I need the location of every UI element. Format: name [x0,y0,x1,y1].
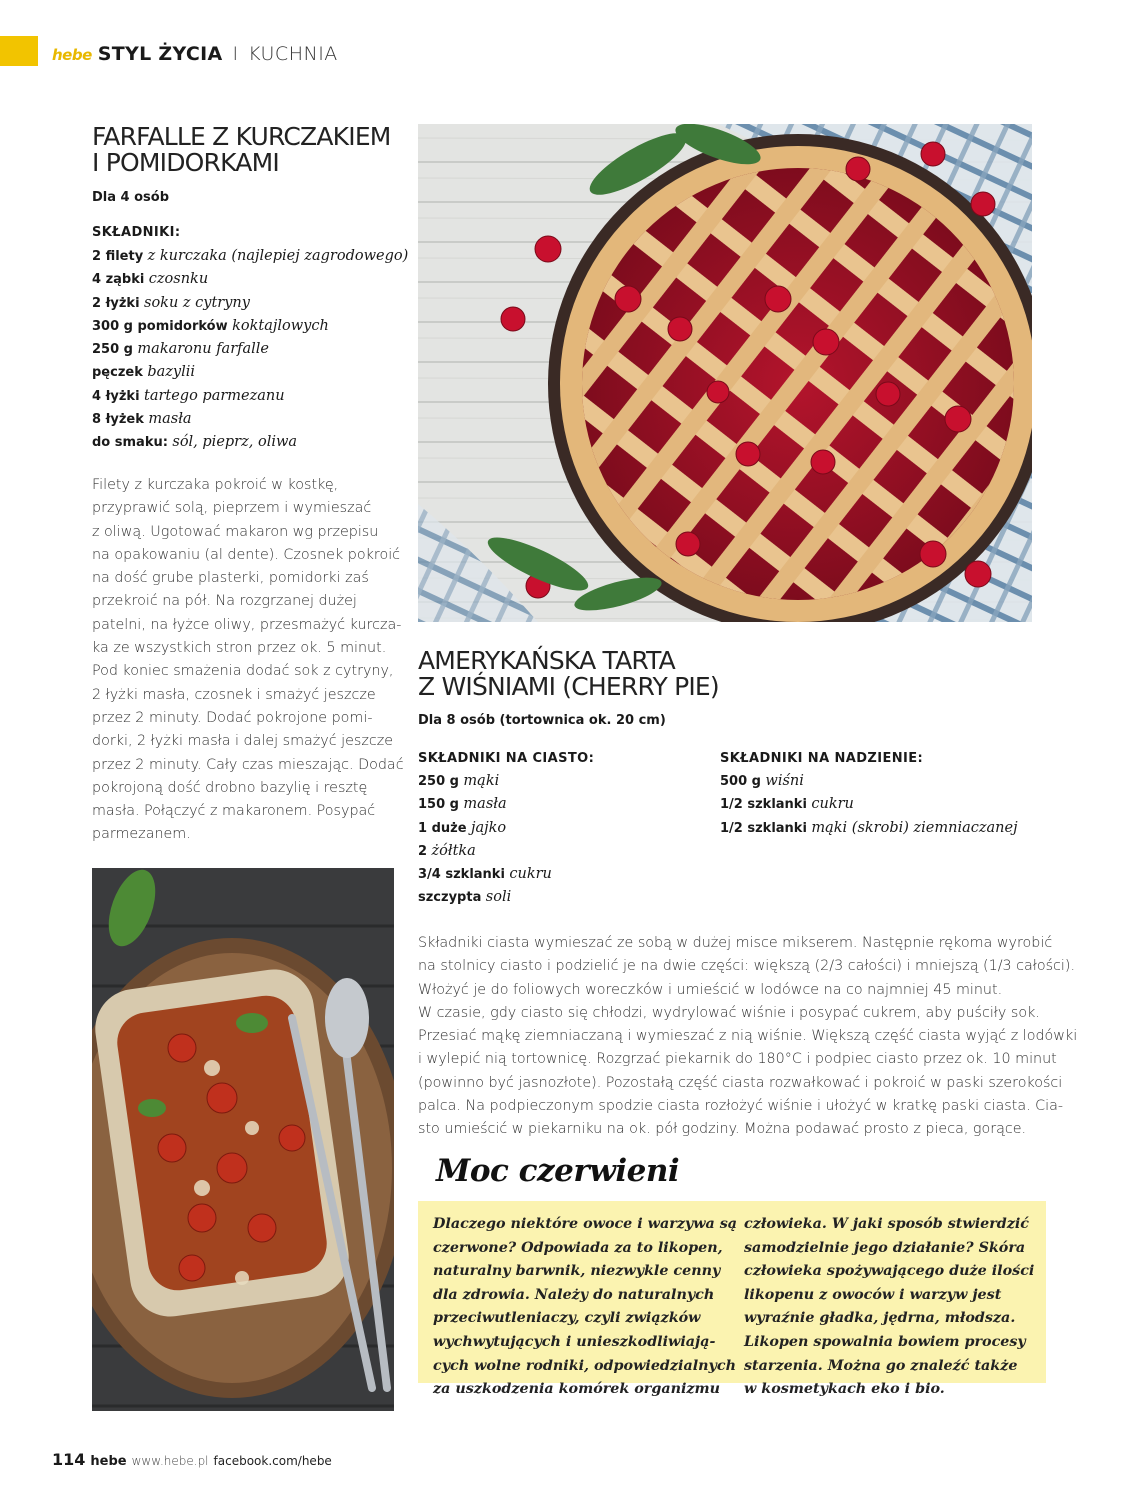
ingredient-name: koktajlowych [232,317,329,334]
ingredient-item [92,245,412,268]
ingredient-item [92,292,412,315]
footer-website: www.hebe.pl [131,1454,209,1468]
text-line: cych wolne rodniki, odpowiedzialnych [433,1357,736,1374]
ingredient-item [92,385,412,408]
ingredient-quantity: 4 ząbki [92,272,145,288]
recipe1-ingredients-heading: SKŁADNIKI: [92,225,181,240]
ingredient-item [418,863,708,886]
ingredient-item [720,817,1040,840]
text-line: Składniki ciasta wymieszać ze sobą w dużej misce mikserem. Następnie rękoma wyrobić [418,935,1053,951]
ingredient-quantity: 250 g [418,774,459,789]
subsection-title: KUCHNIA [248,43,338,65]
infobox-title: Moc czerwieni [436,1153,680,1189]
text-line: samodzielnie jego działanie? Skóra [744,1239,1026,1256]
text-line: wychwytujących i unieszkodliwiają- [433,1333,716,1350]
ingredient-name: czosnku [148,271,209,288]
ingredient-quantity: 2 filety [92,249,144,264]
ingredient-item [418,770,708,793]
dough-ingredient-list [418,770,708,910]
text-line: (powinno być jasnozłote). Pozostałą część ciasta rozwałkować i pokroić w paski szerokości [418,1074,1063,1091]
text-line: naturalny barwnik, niezwykle cenny [433,1263,721,1280]
ingredient-quantity: pęczek [92,365,143,381]
text-line: Dlaczego niektóre owoce i warzywa są [433,1216,738,1232]
text-line: 2 łyżki masła, czosnek i smażyć jeszcze [92,686,376,703]
recipe1-ingredient-list [92,245,412,455]
ingredient-quantity: 300 g pomidorków [92,318,228,334]
text-line: ka ze wszystkich stron przez ok. 5 minut. [92,640,387,657]
text-line: z oliwą. Ugotować makaron wg przepisu [92,523,379,540]
text-line: przez 2 minuty. Cały czas mieszając. Dodać [92,756,404,773]
ingredient-name: tartego parmezanu [144,387,285,404]
text-line: dla zdrowia. Należy do naturalnych [433,1286,715,1303]
text-line: dorki, 2 łyżki masła i dalej smażyć jeszcze [92,733,394,750]
text-line: W czasie, gdy ciasto się chłodzi, wydrylować wiśnie i posypać cukrem, aby puściły sok. [418,1004,1040,1021]
text-line: na dość grube plasterki, pomidorki zaś [92,570,369,587]
filling-ingredient-list [720,770,1040,840]
ingredient-quantity: do smaku: [92,435,168,451]
ingredient-name: masła [148,411,192,428]
ingredient-quantity: 2 [418,843,428,859]
ingredient-name: soli [485,889,512,906]
recipe1-preparation [92,474,404,847]
text-line: patelni, na łyżce oliwy, przesmażyć kurcza- [92,616,402,633]
section-title: STYL ŻYCIA [97,43,223,65]
ingredient-name: z kurczaka (najlepiej zagrodowego) [147,248,409,264]
ingredient-quantity: szczypta [418,890,482,906]
text-line: za uszkodzenia komórek organizmu [433,1381,721,1398]
ingredient-name: mąki [463,773,500,789]
text-line: Filety z kurczaka pokroić w kostkę, [92,477,339,493]
text-line: na stolnicy ciasto i podzielić je na dwie części: większą (2/3 całości) i mniejszą (1/3 całości). [418,958,1076,975]
text-line: Włożyć je do foliowych woreczków i umieścić w lodówce na co najmniej 45 minut. [418,981,1003,998]
recipe2-servings: Dla 8 osób (tortownica ok. 20 cm) [418,713,666,728]
ingredient-name: żółtka [431,842,476,859]
ingredient-name: sól, pieprz, oliwa [172,434,298,451]
ingredient-quantity: 3/4 szklanki [418,867,505,883]
page-number: 114 [52,1450,86,1469]
ingredient-item [92,268,412,291]
recipe2-title-line: Z WIŚNIAMI (CHERRY PIE) [418,672,719,701]
infobox-column-1 [433,1213,738,1402]
ingredient-item [92,361,412,384]
text-line: parmezanem. [92,826,191,843]
ingredient-name: soku z cytryny [144,294,250,311]
dough-ingredients-heading: SKŁADNIKI NA CIASTO: [418,751,595,766]
text-line: palca. Na podpieczonym spodzie ciasta rozłożyć wiśnie i ułożyć w kratkę paski ciasta. Cia- [418,1098,1064,1115]
text-line: przekroić na pół. Na rozgrzanej dużej [92,593,357,610]
text-line: likopenu z owoców i warzyw jest [744,1286,1002,1303]
ingredient-quantity: 500 g [720,774,761,789]
recipe1-title-line: FARFALLE Z KURCZAKIEM [92,122,391,151]
recipe1-title [92,124,412,176]
ingredient-quantity: 4 łyżki [92,388,140,404]
recipe2-title [418,648,1018,700]
text-line: przeciwutleniaczy, czyli związków [433,1310,701,1327]
recipe1-servings: Dla 4 osób [92,190,170,205]
text-line: w kosmetykach eko i bio. [744,1381,945,1398]
ingredient-quantity: 2 łyżki [92,295,140,311]
ingredient-item [92,431,412,454]
ingredient-item [418,793,708,816]
header-separator: I [232,43,239,65]
page-footer [52,1450,332,1469]
text-line: Likopen spowalnia bowiem procesy [744,1333,1026,1350]
text-line: pokrojoną dość drobno bazylię i resztę [92,779,368,796]
brand-logo: hebe [52,46,92,64]
infobox-column-2 [744,1213,1034,1402]
text-line: czerwone? Odpowiada za to likopen, [433,1239,723,1256]
page-header [52,43,338,65]
text-line: i wylepić nią tortownicę. Rozgrzać piekarnik do 180°C i podpiec ciasto przez ok. 10 minut [418,1051,1057,1068]
ingredient-item [92,338,412,361]
text-line: masła. Połączyć z makaronem. Posypać [92,803,376,820]
text-line: człowieka. W jaki sposób stwierdzić [744,1216,1030,1232]
text-line: wyraźnie gładka, jędrna, młodsza. [744,1310,1016,1327]
ingredient-name: makaronu farfalle [137,341,270,358]
text-line: starzenia. Można go znaleźć także [744,1357,1018,1374]
ingredient-name: cukru [509,866,552,883]
ingredient-item [418,886,708,909]
recipe1-title-line: I POMIDORKAMI [92,148,279,177]
recipe2-preparation [418,932,1078,1142]
farfalle-dish-photo [92,868,394,1411]
ingredient-name: jajko [470,819,507,836]
text-line: przyprawić solą, pieprzem i wymieszać [92,500,372,517]
ingredient-name: wiśni [765,773,804,789]
ingredient-quantity: 1 duże [418,820,467,836]
ingredient-item [418,817,708,840]
ingredient-quantity: 250 g [92,342,133,358]
text-line: na opakowaniu (al dente). Czosnek pokroić [92,546,401,563]
section-color-tab [0,36,38,66]
ingredient-name: masła [463,796,507,813]
ingredient-item [720,770,1040,793]
infobox [418,1201,1046,1398]
cherry-pie-photo [418,124,1032,622]
text-line: przez 2 minuty. Dodać pokrojone pomi- [92,709,373,726]
text-line: Przesiać mąkę ziemniaczaną i wymieszać z nią wiśnie. Większą część ciasta wyjąć z lodówki [418,1028,1078,1045]
recipe2-title-line: AMERYKAŃSKA TARTA [418,646,675,675]
ingredient-item [720,793,1040,816]
ingredient-quantity: 8 łyżek [92,412,144,428]
ingredient-item [92,408,412,431]
ingredient-item [92,315,412,338]
ingredient-name: mąki (skrobi) ziemniaczanej [811,819,1018,836]
text-line: człowieka spożywającego duże ilości [744,1263,1035,1280]
text-line: Pod koniec smażenia dodać sok z cytryny, [92,663,394,680]
footer-brand: hebe [90,1454,127,1469]
ingredient-name: bazylii [147,364,195,381]
text-line: sto umieścić w piekarniku na ok. pół godziny. Można podawać prosto z pieca, gorące. [418,1121,1027,1138]
ingredient-name: cukru [811,796,854,813]
filling-ingredients-heading: SKŁADNIKI NA NADZIENIE: [720,751,924,766]
footer-facebook: facebook.com/hebe [213,1454,332,1468]
ingredient-quantity: 1/2 szklanki [720,797,807,813]
ingredient-quantity: 150 g [418,797,459,813]
ingredient-item [418,840,708,863]
ingredient-quantity: 1/2 szklanki [720,820,807,836]
